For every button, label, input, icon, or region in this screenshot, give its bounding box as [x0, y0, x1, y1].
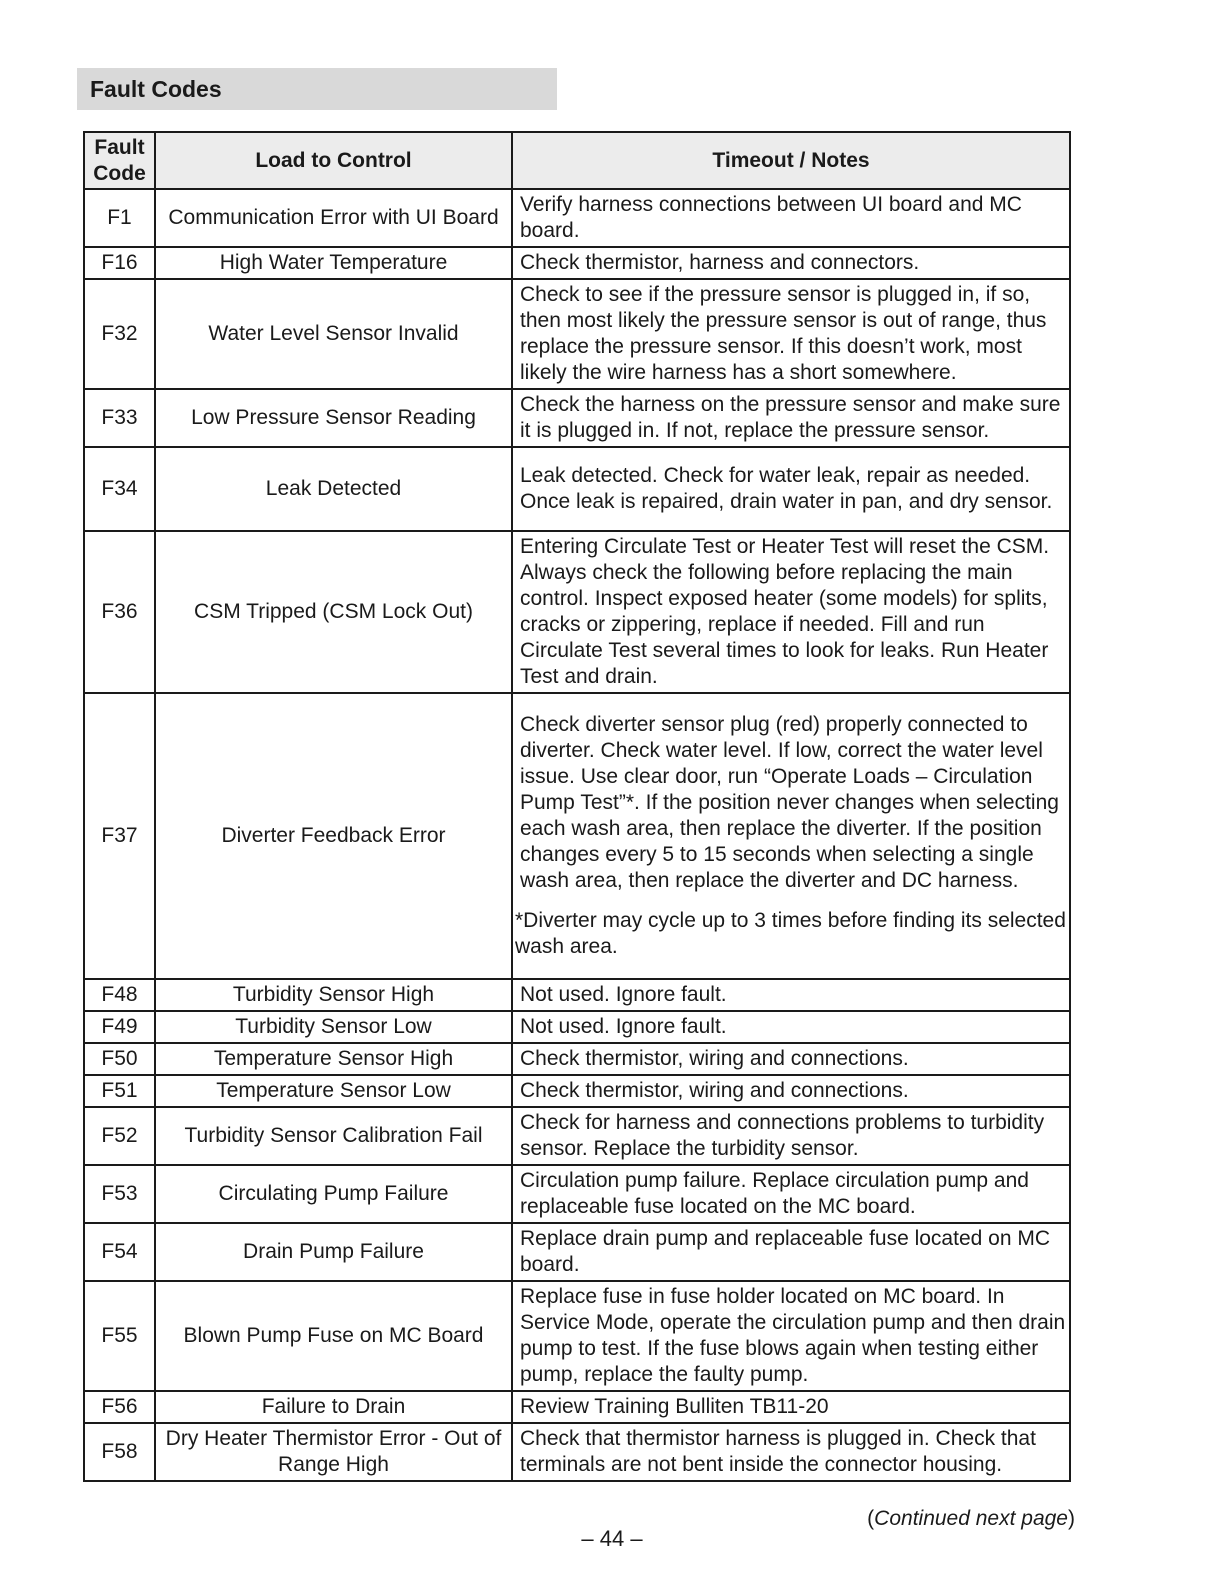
notes-text: Leak detected. Check for water leak, repair as needed. Once leak is repaired, drain water in pan, and dry sensor. [520, 464, 1053, 513]
fault-codes-table [83, 131, 1071, 1482]
load-cell: Circulating Pump Failure [155, 1165, 512, 1223]
notes-text: Circulation pump failure. Replace circulation pump and replaceable fuse located on the MC board. [520, 1169, 1029, 1218]
fault-code-cell: F54 [84, 1223, 155, 1281]
section-title: Fault Codes [90, 76, 222, 102]
table-row [84, 693, 1070, 979]
load-cell: Communication Error with UI Board [155, 189, 512, 247]
header-load-to-control: Load to Control [155, 132, 512, 189]
notes-text: Replace fuse in fuse holder located on MC board. In Service Mode, operate the circulation pump and then drain pump to test. If the fuse blows again when testing either pump, replace the faulty pump. [520, 1285, 1066, 1386]
table-header-row [84, 132, 1070, 189]
load-cell: Leak Detected [155, 447, 512, 531]
fault-code-cell: F34 [84, 447, 155, 531]
notes-cell [512, 1391, 1070, 1423]
table-row [84, 1165, 1070, 1223]
load-cell: Temperature Sensor Low [155, 1075, 512, 1107]
notes-text: Verify harness connections between UI board and MC board. [520, 193, 1022, 242]
notes-text: Check thermistor, harness and connectors. [520, 251, 920, 274]
fault-code-cell: F32 [84, 279, 155, 389]
fault-code-cell: F55 [84, 1281, 155, 1391]
load-cell: Drain Pump Failure [155, 1223, 512, 1281]
notes-cell [512, 979, 1070, 1011]
fault-code-cell: F48 [84, 979, 155, 1011]
notes-cell [512, 1075, 1070, 1107]
notes-text: Check diverter sensor plug (red) properly connected to diverter. Check water level. If low, correct the water level issue. Use clear door, run “Operate Loads – Circulation Pump Test”*. If the position never changes when selecting each wash area, then replace the diverter. If the position changes every 5 to 15 seconds when selecting a single wash area, then replace the diverter and DC harness. [520, 713, 1059, 892]
notes-text: Review Training Bulliten TB11-20 [520, 1395, 829, 1418]
section-heading [77, 68, 557, 110]
notes-cell [512, 447, 1070, 531]
load-cell: Turbidity Sensor Low [155, 1011, 512, 1043]
table-row [84, 247, 1070, 279]
notes-text: Check for harness and connections problems to turbidity sensor. Replace the turbidity sensor. [520, 1111, 1045, 1160]
table-row [84, 1391, 1070, 1423]
fault-code-cell: F1 [84, 189, 155, 247]
fault-rows [84, 189, 1070, 1481]
fault-code-cell: F50 [84, 1043, 155, 1075]
continued-open: ( [867, 1507, 875, 1530]
load-cell: Diverter Feedback Error [155, 693, 512, 979]
notes-cell [512, 1043, 1070, 1075]
fault-code-cell: F33 [84, 389, 155, 447]
table-row [84, 1281, 1070, 1391]
table-row [84, 1423, 1070, 1481]
notes-text: Not used. Ignore fault. [520, 983, 727, 1006]
page-number: – 44 – [581, 1526, 643, 1551]
fault-code-cell: F58 [84, 1423, 155, 1481]
load-cell: Water Level Sensor Invalid [155, 279, 512, 389]
notes-text: Check thermistor, wiring and connections. [520, 1047, 909, 1070]
notes-cell [512, 389, 1070, 447]
load-cell: Dry Heater Thermistor Error - Out of Range High [155, 1423, 512, 1481]
table-row [84, 189, 1070, 247]
header-fault-code: Fault Code [84, 132, 155, 189]
table-row [84, 1075, 1070, 1107]
notes-text: Entering Circulate Test or Heater Test will reset the CSM. Always check the following before replacing the main control. Inspect exposed heater (some models) for splits, cracks or zippering, replace if needed. Fill and run Circulate Test several times to look for leaks. Run Heater Test and drain. [520, 535, 1050, 688]
continued-close: ) [1068, 1507, 1075, 1530]
notes-cell [512, 189, 1070, 247]
notes-cell [512, 1223, 1070, 1281]
notes-text: Check that thermistor harness is plugged in. Check that terminals are not bent inside the connector housing. [520, 1427, 1036, 1476]
notes-cell [512, 279, 1070, 389]
table-row [84, 1223, 1070, 1281]
notes-text: Not used. Ignore fault. [520, 1015, 727, 1038]
notes-footnote: *Diverter may cycle up to 3 times before finding its selected wash area. [515, 909, 1066, 958]
table-row [84, 447, 1070, 531]
table-row [84, 979, 1070, 1011]
table-row [84, 1107, 1070, 1165]
notes-text: Check to see if the pressure sensor is plugged in, if so, then most likely the pressure sensor is out of range, thus replace the pressure sensor. If this doesn’t work, most likely the wire harness has a short somewhere. [520, 283, 1047, 384]
load-cell: CSM Tripped (CSM Lock Out) [155, 531, 512, 693]
table-row [84, 1011, 1070, 1043]
notes-cell [512, 1011, 1070, 1043]
fault-code-cell: F53 [84, 1165, 155, 1223]
fault-code-cell: F51 [84, 1075, 155, 1107]
fault-code-cell: F37 [84, 693, 155, 979]
header-timeout-notes: Timeout / Notes [512, 132, 1070, 189]
load-cell: Temperature Sensor High [155, 1043, 512, 1075]
continued-text: Continued next page [874, 1507, 1068, 1530]
notes-cell [512, 1107, 1070, 1165]
load-cell: Turbidity Sensor Calibration Fail [155, 1107, 512, 1165]
table-row [84, 279, 1070, 389]
notes-cell [512, 1281, 1070, 1391]
table-row [84, 1043, 1070, 1075]
notes-cell [512, 531, 1070, 693]
notes-text: Check the harness on the pressure sensor and make sure it is plugged in. If not, replace the pressure sensor. [520, 393, 1061, 442]
notes-cell [512, 247, 1070, 279]
load-cell: Failure to Drain [155, 1391, 512, 1423]
fault-code-cell: F52 [84, 1107, 155, 1165]
load-cell: Turbidity Sensor High [155, 979, 512, 1011]
load-cell: Blown Pump Fuse on MC Board [155, 1281, 512, 1391]
fault-code-cell: F36 [84, 531, 155, 693]
fault-code-cell: F49 [84, 1011, 155, 1043]
table-row [84, 531, 1070, 693]
load-cell: Low Pressure Sensor Reading [155, 389, 512, 447]
notes-text: Check thermistor, wiring and connections. [520, 1079, 909, 1102]
notes-cell [512, 1165, 1070, 1223]
fault-code-cell: F56 [84, 1391, 155, 1423]
table-row [84, 389, 1070, 447]
notes-text: Replace drain pump and replaceable fuse located on MC board. [520, 1227, 1050, 1276]
notes-cell [512, 1423, 1070, 1481]
notes-cell [512, 693, 1070, 979]
fault-code-cell: F16 [84, 247, 155, 279]
load-cell: High Water Temperature [155, 247, 512, 279]
